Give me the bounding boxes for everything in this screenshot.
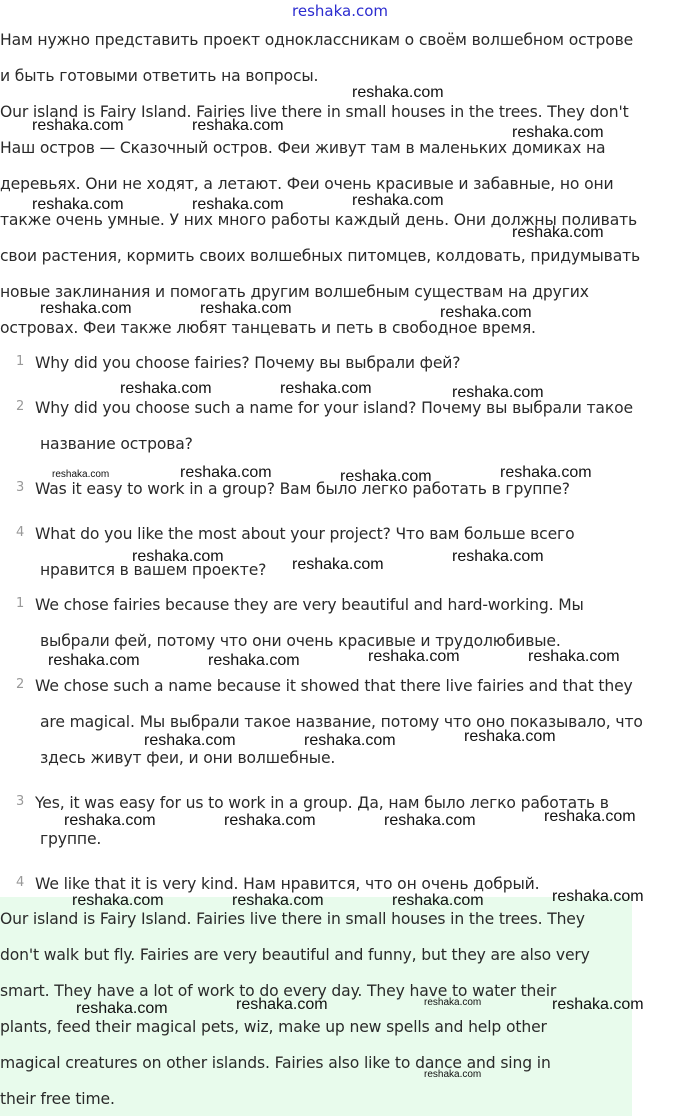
list-number: 4 [15,875,25,890]
site-header-link[interactable]: reshaka.com [292,2,388,20]
watermark: reshaka.com [280,380,372,397]
intro-line: Нам нужно представить проект одноклассникам о своём волшебном острове [0,31,634,49]
watermark: reshaka.com [192,196,284,213]
watermark: reshaka.com [424,997,482,1008]
answer-text-continued: здесь живут феи, и они волшебные. [40,749,336,767]
english-text-line: plants, feed their magical pets, wiz, make up new spells and help other [0,1018,547,1036]
watermark: reshaka.com [368,648,460,665]
watermark: reshaka.com [40,300,132,317]
answer-text: We like that it is very kind. Нам нравится, что он очень добрый. [35,875,540,893]
watermark: reshaka.com [64,812,156,829]
watermark: reshaka.com [512,124,604,141]
answer-text: We chose fairies because they are very beautiful and hard-working. Мы [35,596,584,614]
intro-line: новые заклинания и помогать другим волшебным существам на других [0,283,589,301]
watermark: reshaka.com [392,892,484,909]
question-text: Why did you choose such a name for your island? Почему вы выбрали такое [35,399,633,417]
english-text-line: don't walk but fly. Fairies are very beautiful and funny, but they are also very [0,946,590,964]
watermark: reshaka.com [292,556,384,573]
list-number: 1 [15,354,25,369]
question-text: What do you like the most about your project? Что вам больше всего [35,525,575,543]
list-number: 4 [15,525,25,540]
watermark: reshaka.com [544,808,636,825]
intro-line: свои растения, кормить своих волшебных питомцев, колдовать, придумывать [0,247,641,265]
watermark: reshaka.com [552,996,644,1013]
watermark: reshaka.com [528,648,620,665]
watermark: reshaka.com [48,652,140,669]
answer-text-continued: выбрали фей, потому что они очень красивые и трудолюбивые. [40,632,561,650]
watermark: reshaka.com [232,892,324,909]
watermark: reshaka.com [144,732,236,749]
watermark: reshaka.com [32,196,124,213]
watermark: reshaka.com [340,468,432,485]
list-number: 2 [15,399,25,414]
answer-text-continued: are magical. Мы выбрали такое название, потому что оно показывало, что [40,713,643,731]
watermark: reshaka.com [452,548,544,565]
watermark: reshaka.com [500,464,592,481]
intro-line: и быть готовыми ответить на вопросы. [0,67,319,85]
watermark: reshaka.com [384,812,476,829]
watermark: reshaka.com [424,1069,482,1080]
watermark: reshaka.com [200,300,292,317]
list-number: 3 [15,480,25,495]
list-number: 3 [15,794,25,809]
question-text: Was it easy to work in a group? Вам было легко работать в группе? [35,480,570,498]
english-text-line: magical creatures on other islands. Fairies also like to dance and sing in [0,1054,551,1072]
watermark: reshaka.com [52,469,110,480]
intro-line: деревьях. Они не ходят, а летают. Феи очень красивые и забавные, но они [0,175,614,193]
watermark: reshaka.com [120,380,212,397]
intro-line: Наш остров — Сказочный остров. Феи живут там в маленьких домиках на [0,139,606,157]
watermark: reshaka.com [192,117,284,134]
question-text-continued: название острова? [40,435,193,453]
answer-text-continued: группе. [40,830,102,848]
english-text-line: their free time. [0,1090,115,1108]
answer-text: We chose such a name because it showed that there live fairies and that they [35,677,633,695]
english-text-line: Our island is Fairy Island. Fairies live there in small houses in the trees. They [0,910,585,928]
intro-line: островах. Феи также любят танцевать и петь в свободное время. [0,319,536,337]
question-text-continued: нравится в вашем проекте? [40,561,267,579]
watermark: reshaka.com [552,888,644,905]
watermark: reshaka.com [208,652,300,669]
watermark: reshaka.com [132,548,224,565]
list-number: 1 [15,596,25,611]
watermark: reshaka.com [452,384,544,401]
watermark: reshaka.com [352,84,444,101]
watermark: reshaka.com [72,892,164,909]
list-number: 2 [15,677,25,692]
intro-line: Our island is Fairy Island. Fairies live there in small houses in the trees. They don't [0,103,629,121]
intro-line: также очень умные. У них много работы каждый день. Они должны поливать [0,211,638,229]
watermark: reshaka.com [76,1000,168,1017]
answer-text: Yes, it was easy for us to work in a group. Да, нам было легко работать в [35,794,609,812]
watermark: reshaka.com [464,728,556,745]
watermark: reshaka.com [512,224,604,241]
english-text-line: smart. They have a lot of work to do every day. They have to water their [0,982,557,1000]
watermark: reshaka.com [304,732,396,749]
watermark: reshaka.com [440,304,532,321]
watermark: reshaka.com [236,996,328,1013]
watermark: reshaka.com [32,117,124,134]
watermark: reshaka.com [180,464,272,481]
question-text: Why did you choose fairies? Почему вы выбрали фей? [35,354,461,372]
watermark: reshaka.com [224,812,316,829]
watermark: reshaka.com [352,192,444,209]
